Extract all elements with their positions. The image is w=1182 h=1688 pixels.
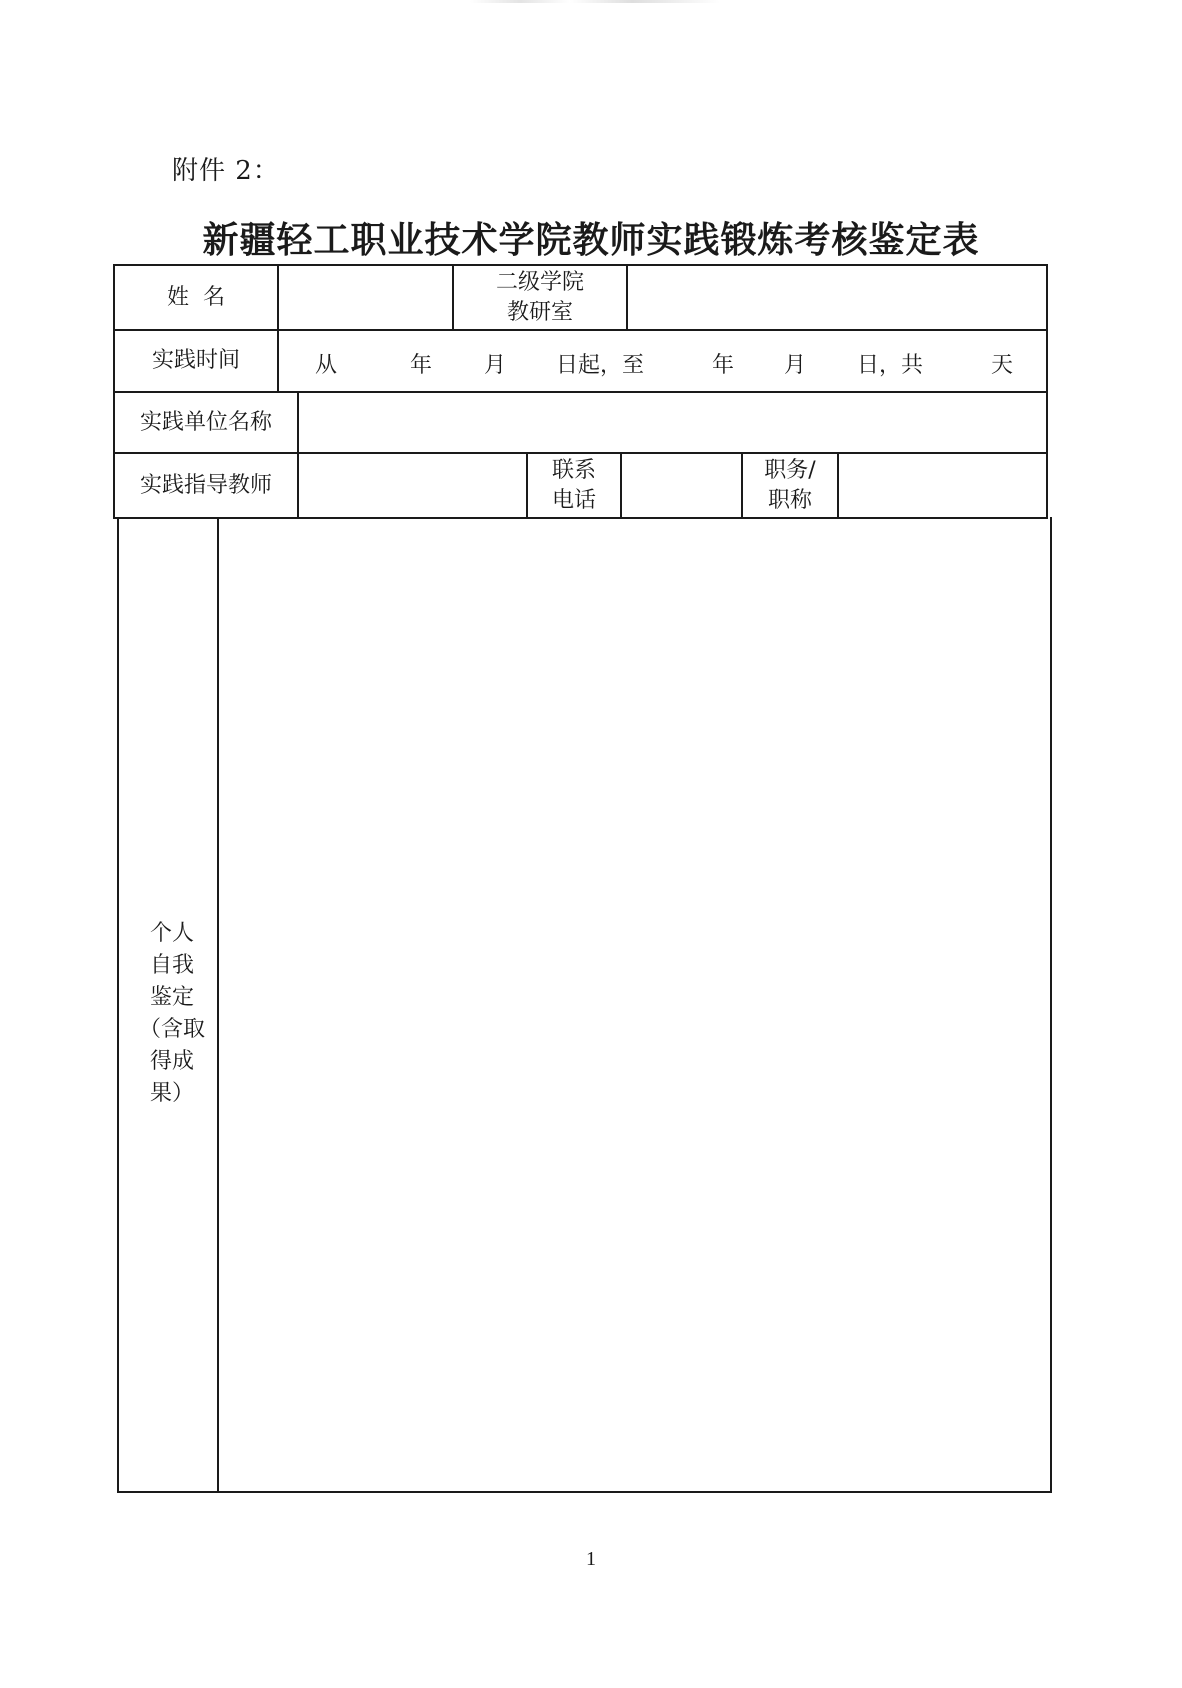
guide-teacher-field[interactable] [299,454,526,517]
department-field[interactable] [628,266,1046,329]
position-title-label-line1: 职务/ [764,457,816,483]
table-line-left-lower [117,517,119,1493]
page-number: 1 [586,1548,596,1570]
time-from: 从 [315,353,338,378]
department-label-line2: 教研室 [506,299,573,325]
self-assessment-line: 个人 [149,921,194,946]
position-title-field[interactable] [839,454,1046,517]
name-label: 姓 名 [167,284,225,310]
attachment-label: 附件 2： [172,156,280,186]
name-field[interactable] [279,266,452,329]
self-assessment-field[interactable] [219,519,1050,1491]
contact-phone-label-line1: 联系 [551,457,596,483]
self-assessment-line: 自我 [149,953,194,978]
time-year2: 年 [712,353,735,378]
self-assessment-line: 鉴定 [149,985,194,1010]
guide-teacher-label: 实践指导教师 [139,472,272,498]
time-year1: 年 [410,353,433,378]
self-assessment-line: 得成 [149,1049,194,1074]
time-days: 天 [991,353,1014,378]
time-day-total: 日，共 [857,353,924,378]
time-month1: 月 [484,353,507,378]
practice-time-label: 实践时间 [151,348,240,374]
table-line-bottom [118,1491,1052,1493]
practice-time-field[interactable] [279,331,1046,391]
form-title: 新疆轻工职业技术学院教师实践锻炼考核鉴定表 [202,219,980,261]
self-assessment-label [128,918,216,1110]
contact-phone-field[interactable] [622,454,741,517]
table-line-right [1046,264,1048,519]
position-title-label-line2: 职称 [767,487,812,513]
position-title-label [743,454,837,517]
time-month2: 月 [784,353,807,378]
table-line-right-lower [1050,517,1052,1493]
self-assessment-line: （含取 [138,1017,205,1042]
department-label [454,266,626,329]
contact-phone-label [528,454,620,517]
contact-phone-label-line2: 电话 [551,487,596,513]
department-label-line1: 二级学院 [495,269,584,295]
time-day-start: 日起，至 [556,353,645,378]
self-assessment-line: 果） [149,1081,194,1106]
practice-unit-label: 实践单位名称 [139,409,272,435]
practice-unit-field[interactable] [299,393,1046,452]
